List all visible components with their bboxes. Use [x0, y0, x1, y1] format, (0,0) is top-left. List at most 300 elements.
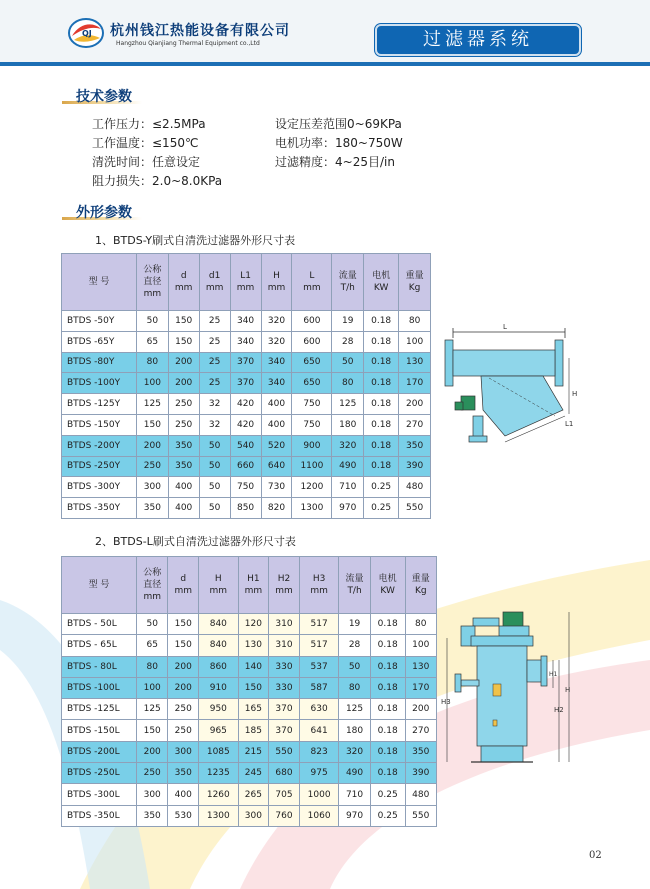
table-cell: 641 [299, 720, 339, 741]
column-header-unit: mm [143, 592, 161, 602]
column-header-label: 公称 [143, 265, 162, 275]
model-cell: BTDS -150Y [62, 414, 137, 435]
column-header-unit: mm [244, 586, 263, 596]
table-row [62, 456, 431, 477]
table-cell: 710 [332, 477, 364, 498]
table-cell: 540 [230, 435, 261, 456]
table-cell: 550 [399, 498, 431, 519]
table-cell: 600 [292, 311, 332, 332]
table-row [62, 498, 431, 519]
column-header-label: 型 号 [88, 277, 110, 287]
column-header-label: 直径 [143, 580, 162, 590]
table-cell: 517 [299, 614, 339, 635]
table-cell: 0.18 [364, 414, 399, 435]
column-header-unit: T/h [340, 283, 355, 293]
table-row [62, 741, 437, 762]
table-cell: 165 [238, 699, 269, 720]
table-cell: 185 [238, 720, 269, 741]
model-cell: BTDS -300L [62, 784, 137, 805]
model-cell: BTDS -100L [62, 677, 137, 698]
model-cell: BTDS - 80L [62, 656, 137, 677]
table-cell: 245 [238, 763, 269, 784]
table-cell: 100 [399, 331, 431, 352]
table-cell: 250 [168, 394, 199, 415]
table-row [62, 435, 431, 456]
column-header [370, 557, 405, 614]
model-cell: BTDS -150L [62, 720, 137, 741]
table-cell: 340 [261, 352, 292, 373]
column-header [62, 254, 137, 311]
table-row [62, 677, 437, 698]
btds-y-spec-table [61, 253, 431, 519]
table-cell: 300 [137, 784, 168, 805]
column-header-label: H [273, 271, 280, 281]
header-rule [0, 62, 650, 66]
page-title-box [375, 24, 581, 56]
table-cell: 350 [137, 498, 169, 519]
column-header [269, 557, 300, 614]
table-cell: 340 [230, 331, 261, 352]
column-header-unit: mm [275, 586, 293, 596]
table-cell: 25 [199, 373, 230, 394]
table-cell: 200 [137, 435, 169, 456]
model-cell: BTDS -300Y [62, 477, 137, 498]
table-cell: 350 [137, 805, 168, 826]
table1-caption: 1、BTDS-Y刷式自清洗过滤器外形尺寸表 [95, 234, 296, 247]
column-header [364, 254, 399, 311]
table-cell: 650 [292, 373, 332, 394]
table-cell: 0.18 [370, 677, 405, 698]
table-cell: 710 [339, 784, 370, 805]
table-cell: 1100 [292, 456, 332, 477]
column-header-unit: mm [143, 289, 162, 299]
table-cell: 80 [332, 373, 364, 394]
table-cell: 0.18 [370, 741, 405, 762]
column-header-unit: mm [209, 586, 228, 596]
model-cell: BTDS -50Y [62, 311, 137, 332]
table-cell: 125 [332, 394, 364, 415]
column-header-label: 电机 [372, 271, 391, 281]
table-cell: 120 [238, 614, 269, 635]
table-row [62, 635, 437, 656]
param-cleaning-time: 清洗时间：任意设定 [92, 155, 201, 169]
company-name-cn: 杭州钱江热能设备有限公司 [110, 23, 290, 39]
param-filter-precision: 过滤精度：4~25目/in [275, 155, 395, 169]
table-row [62, 311, 431, 332]
table-cell: 350 [168, 763, 199, 784]
table-cell: 1060 [299, 805, 339, 826]
model-cell: BTDS -125L [62, 699, 137, 720]
param-motor-power: 电机功率：180~750W [275, 136, 403, 150]
table-cell: 200 [168, 352, 199, 373]
table-cell: 320 [332, 435, 364, 456]
table-cell: 0.18 [370, 614, 405, 635]
table-row [62, 352, 431, 373]
page-title: 过滤器系统 [423, 29, 533, 50]
table-cell: 400 [168, 498, 199, 519]
table-cell: 50 [137, 614, 168, 635]
column-header-label: 电机 [378, 574, 397, 584]
column-header-label: 流量 [338, 271, 357, 281]
table-header-row [62, 254, 431, 311]
btds-y-diagram [433, 318, 581, 450]
table-cell: 640 [261, 456, 292, 477]
table-cell: 330 [269, 677, 300, 698]
column-header [137, 557, 168, 614]
table-cell: 130 [238, 635, 269, 656]
table-row [62, 656, 437, 677]
table-cell: 0.18 [364, 311, 399, 332]
table-row [62, 477, 431, 498]
column-header-label: 型 号 [88, 580, 110, 590]
column-header-label: H3 [312, 574, 326, 584]
table-cell: 480 [399, 477, 431, 498]
column-header-label: d [180, 574, 187, 584]
table-cell: 0.18 [364, 331, 399, 352]
column-header [168, 254, 199, 311]
table-row [62, 763, 437, 784]
table-cell: 0.18 [370, 720, 405, 741]
table-row [62, 699, 437, 720]
dim-label-h1: H1 [549, 671, 558, 678]
table-cell: 28 [332, 331, 364, 352]
table-cell: 390 [399, 456, 431, 477]
model-cell: BTDS -125Y [62, 394, 137, 415]
table-cell: 50 [332, 352, 364, 373]
table-cell: 750 [292, 394, 332, 415]
dim-label-l: L [503, 323, 507, 331]
column-header [62, 557, 137, 614]
column-header-unit: mm [303, 283, 321, 293]
table-cell: 0.18 [370, 763, 405, 784]
table-cell: 250 [168, 699, 199, 720]
table-cell: 750 [292, 414, 332, 435]
table-row [62, 784, 437, 805]
table-cell: 28 [339, 635, 370, 656]
table-cell: 150 [168, 311, 199, 332]
table2-caption: 2、BTDS-L刷式自清洗过滤器外形尺寸表 [95, 535, 296, 548]
table-cell: 250 [137, 456, 169, 477]
table-cell: 200 [168, 677, 199, 698]
table-cell: 730 [261, 477, 292, 498]
table-cell: 840 [199, 614, 239, 635]
table-cell: 50 [137, 311, 169, 332]
table-row [62, 614, 437, 635]
table-cell: 19 [332, 311, 364, 332]
company-name-en: Hangzhou Qianjiang Thermal Equipment co.,Ltd [116, 40, 260, 47]
model-cell: BTDS -200L [62, 741, 137, 762]
table-cell: 80 [339, 677, 370, 698]
param-resistance-loss: 阻力损失：2.0~8.0KPa [92, 174, 223, 188]
table-cell: 50 [339, 656, 370, 677]
table-cell: 130 [399, 352, 431, 373]
column-header-unit: mm [174, 283, 193, 293]
table-cell: 1260 [199, 784, 239, 805]
table-cell: 490 [332, 456, 364, 477]
table-cell: 250 [168, 414, 199, 435]
model-cell: BTDS -250Y [62, 456, 137, 477]
table-cell: 1300 [199, 805, 239, 826]
table-cell: 330 [269, 656, 300, 677]
column-header-unit: Kg [408, 283, 421, 293]
table-cell: 520 [261, 435, 292, 456]
table-cell: 25 [199, 352, 230, 373]
column-header-label: H2 [277, 574, 291, 584]
table-row [62, 394, 431, 415]
table-row [62, 720, 437, 741]
table-cell: 125 [137, 699, 168, 720]
column-header-label: d [180, 271, 187, 281]
table-cell: 0.25 [364, 477, 399, 498]
table-cell: 0.18 [364, 352, 399, 373]
table-cell: 760 [269, 805, 300, 826]
table-cell: 530 [168, 805, 199, 826]
svg-text:QJ: QJ [82, 29, 92, 38]
model-cell: BTDS - 65L [62, 635, 137, 656]
table-cell: 587 [299, 677, 339, 698]
column-header-unit: mm [310, 586, 328, 596]
model-cell: BTDS -200Y [62, 435, 137, 456]
column-header [168, 557, 199, 614]
table-cell: 970 [332, 498, 364, 519]
dim-label-h3: H3 [441, 698, 451, 706]
table-cell: 215 [238, 741, 269, 762]
table-cell: 350 [168, 456, 199, 477]
table-cell: 1200 [292, 477, 332, 498]
table-cell: 125 [137, 394, 169, 415]
table-cell: 1235 [199, 763, 239, 784]
table-cell: 630 [299, 699, 339, 720]
table-cell: 420 [230, 414, 261, 435]
table-cell: 100 [405, 635, 436, 656]
column-header-label: L [309, 271, 315, 281]
table-cell: 400 [168, 477, 199, 498]
tech-section-title: 技术参数 [76, 89, 132, 105]
table-cell: 300 [168, 741, 199, 762]
table-cell: 170 [399, 373, 431, 394]
table-cell: 340 [261, 373, 292, 394]
table-cell: 680 [269, 763, 300, 784]
column-header-label: L1 [240, 271, 251, 281]
table-cell: 480 [405, 784, 436, 805]
table-cell: 823 [299, 741, 339, 762]
table-cell: 965 [199, 720, 239, 741]
table-cell: 750 [230, 477, 261, 498]
table-cell: 370 [230, 373, 261, 394]
dim-label-h: H [572, 390, 578, 398]
table-cell: 300 [238, 805, 269, 826]
table-cell: 0.25 [370, 784, 405, 805]
model-cell: BTDS -80Y [62, 352, 137, 373]
table-cell: 300 [137, 477, 169, 498]
table-cell: 80 [137, 656, 168, 677]
table-cell: 270 [399, 414, 431, 435]
table-cell: 130 [405, 656, 436, 677]
table-cell: 50 [199, 435, 230, 456]
table-cell: 150 [168, 614, 199, 635]
table-cell: 80 [137, 352, 169, 373]
model-cell: BTDS -350L [62, 805, 137, 826]
table-cell: 950 [199, 699, 239, 720]
table-cell: 50 [199, 456, 230, 477]
column-header [332, 254, 364, 311]
table-cell: 390 [405, 763, 436, 784]
table-cell: 50 [199, 498, 230, 519]
table-cell: 350 [168, 435, 199, 456]
table-cell: 600 [292, 331, 332, 352]
table-cell: 19 [339, 614, 370, 635]
table-cell: 650 [292, 352, 332, 373]
table-cell: 310 [269, 614, 300, 635]
table-cell: 537 [299, 656, 339, 677]
table-cell: 900 [292, 435, 332, 456]
model-cell: BTDS - 50L [62, 614, 137, 635]
column-header-unit: Kg [414, 586, 427, 596]
table-cell: 200 [137, 741, 168, 762]
page-number: 02 [589, 850, 602, 861]
param-diff-pressure: 设定压差范围0~69KPa [275, 117, 402, 131]
column-header-unit: mm [174, 586, 193, 596]
table-cell: 50 [199, 477, 230, 498]
table-cell: 140 [238, 656, 269, 677]
table-cell: 200 [405, 699, 436, 720]
table-cell: 340 [230, 311, 261, 332]
table-cell: 0.18 [364, 456, 399, 477]
shape-section-title: 外形参数 [76, 205, 132, 221]
table-cell: 1300 [292, 498, 332, 519]
dim-label-l1: L1 [565, 420, 574, 428]
column-header-label: 重量 [405, 271, 424, 281]
table-cell: 370 [269, 720, 300, 741]
table-header-row [62, 557, 437, 614]
company-logo [66, 16, 106, 50]
btds-l-diagram [441, 608, 579, 780]
table-cell: 270 [405, 720, 436, 741]
table-cell: 0.25 [364, 498, 399, 519]
table-cell: 350 [399, 435, 431, 456]
table-cell: 250 [137, 763, 168, 784]
table-cell: 265 [238, 784, 269, 805]
dim-label-h2: H2 [554, 706, 564, 714]
column-header [230, 254, 261, 311]
column-header-label: d1 [208, 271, 221, 281]
column-header [405, 557, 436, 614]
table-cell: 0.18 [364, 435, 399, 456]
model-cell: BTDS -350Y [62, 498, 137, 519]
table-cell: 170 [405, 677, 436, 698]
table-cell: 705 [269, 784, 300, 805]
table-cell: 100 [137, 373, 169, 394]
table-cell: 910 [199, 677, 239, 698]
table-cell: 400 [168, 784, 199, 805]
column-header-label: 直径 [143, 277, 162, 287]
table-cell: 320 [261, 331, 292, 352]
table-cell: 150 [168, 331, 199, 352]
table-cell: 490 [339, 763, 370, 784]
table-cell: 860 [199, 656, 239, 677]
table-cell: 1000 [299, 784, 339, 805]
table-cell: 370 [269, 699, 300, 720]
column-header-label: 重量 [411, 574, 430, 584]
table-cell: 180 [332, 414, 364, 435]
column-header [339, 557, 370, 614]
table-cell: 975 [299, 763, 339, 784]
table-cell: 1085 [199, 741, 239, 762]
column-header-unit: KW [373, 283, 389, 293]
column-header [199, 557, 239, 614]
column-header-unit: mm [267, 283, 286, 293]
table-cell: 820 [261, 498, 292, 519]
table-cell: 150 [137, 414, 169, 435]
column-header [399, 254, 431, 311]
table-cell: 65 [137, 331, 169, 352]
column-header [261, 254, 292, 311]
column-header-unit: mm [205, 283, 224, 293]
param-temperature: 工作温度：≤150℃ [92, 136, 199, 150]
table-row [62, 414, 431, 435]
table-cell: 200 [168, 656, 199, 677]
table-cell: 25 [199, 331, 230, 352]
table-cell: 517 [299, 635, 339, 656]
column-header-label: H [214, 574, 222, 584]
table-cell: 150 [137, 720, 168, 741]
table-cell: 65 [137, 635, 168, 656]
table-cell: 150 [238, 677, 269, 698]
table-cell: 0.18 [370, 699, 405, 720]
column-header-label: 公称 [143, 568, 162, 578]
table-cell: 200 [168, 373, 199, 394]
dim-label-h: H [565, 686, 571, 694]
table-cell: 100 [137, 677, 168, 698]
model-cell: BTDS -250L [62, 763, 137, 784]
table-cell: 32 [199, 394, 230, 415]
table-row [62, 805, 437, 826]
table-cell: 840 [199, 635, 239, 656]
table-cell: 0.18 [364, 394, 399, 415]
column-header [292, 254, 332, 311]
table-cell: 0.18 [370, 656, 405, 677]
table-cell: 80 [405, 614, 436, 635]
table-cell: 320 [261, 311, 292, 332]
table-cell: 850 [230, 498, 261, 519]
btds-l-spec-table [61, 556, 437, 827]
table-cell: 660 [230, 456, 261, 477]
table-cell: 420 [230, 394, 261, 415]
column-header [199, 254, 230, 311]
model-cell: BTDS -65Y [62, 331, 137, 352]
table-cell: 970 [339, 805, 370, 826]
table-cell: 400 [261, 414, 292, 435]
table-row [62, 373, 431, 394]
table-cell: 320 [339, 741, 370, 762]
table-cell: 200 [399, 394, 431, 415]
table-cell: 0.25 [370, 805, 405, 826]
column-header-unit: KW [380, 586, 395, 596]
table-cell: 150 [168, 635, 199, 656]
column-header-label: 流量 [345, 574, 364, 584]
column-header [137, 254, 169, 311]
table-cell: 400 [261, 394, 292, 415]
table-cell: 32 [199, 414, 230, 435]
table-cell: 550 [269, 741, 300, 762]
column-header [238, 557, 269, 614]
table-row [62, 331, 431, 352]
column-header-unit: T/h [347, 586, 362, 596]
table-cell: 310 [269, 635, 300, 656]
table-cell: 370 [230, 352, 261, 373]
table-cell: 180 [339, 720, 370, 741]
table-cell: 25 [199, 311, 230, 332]
